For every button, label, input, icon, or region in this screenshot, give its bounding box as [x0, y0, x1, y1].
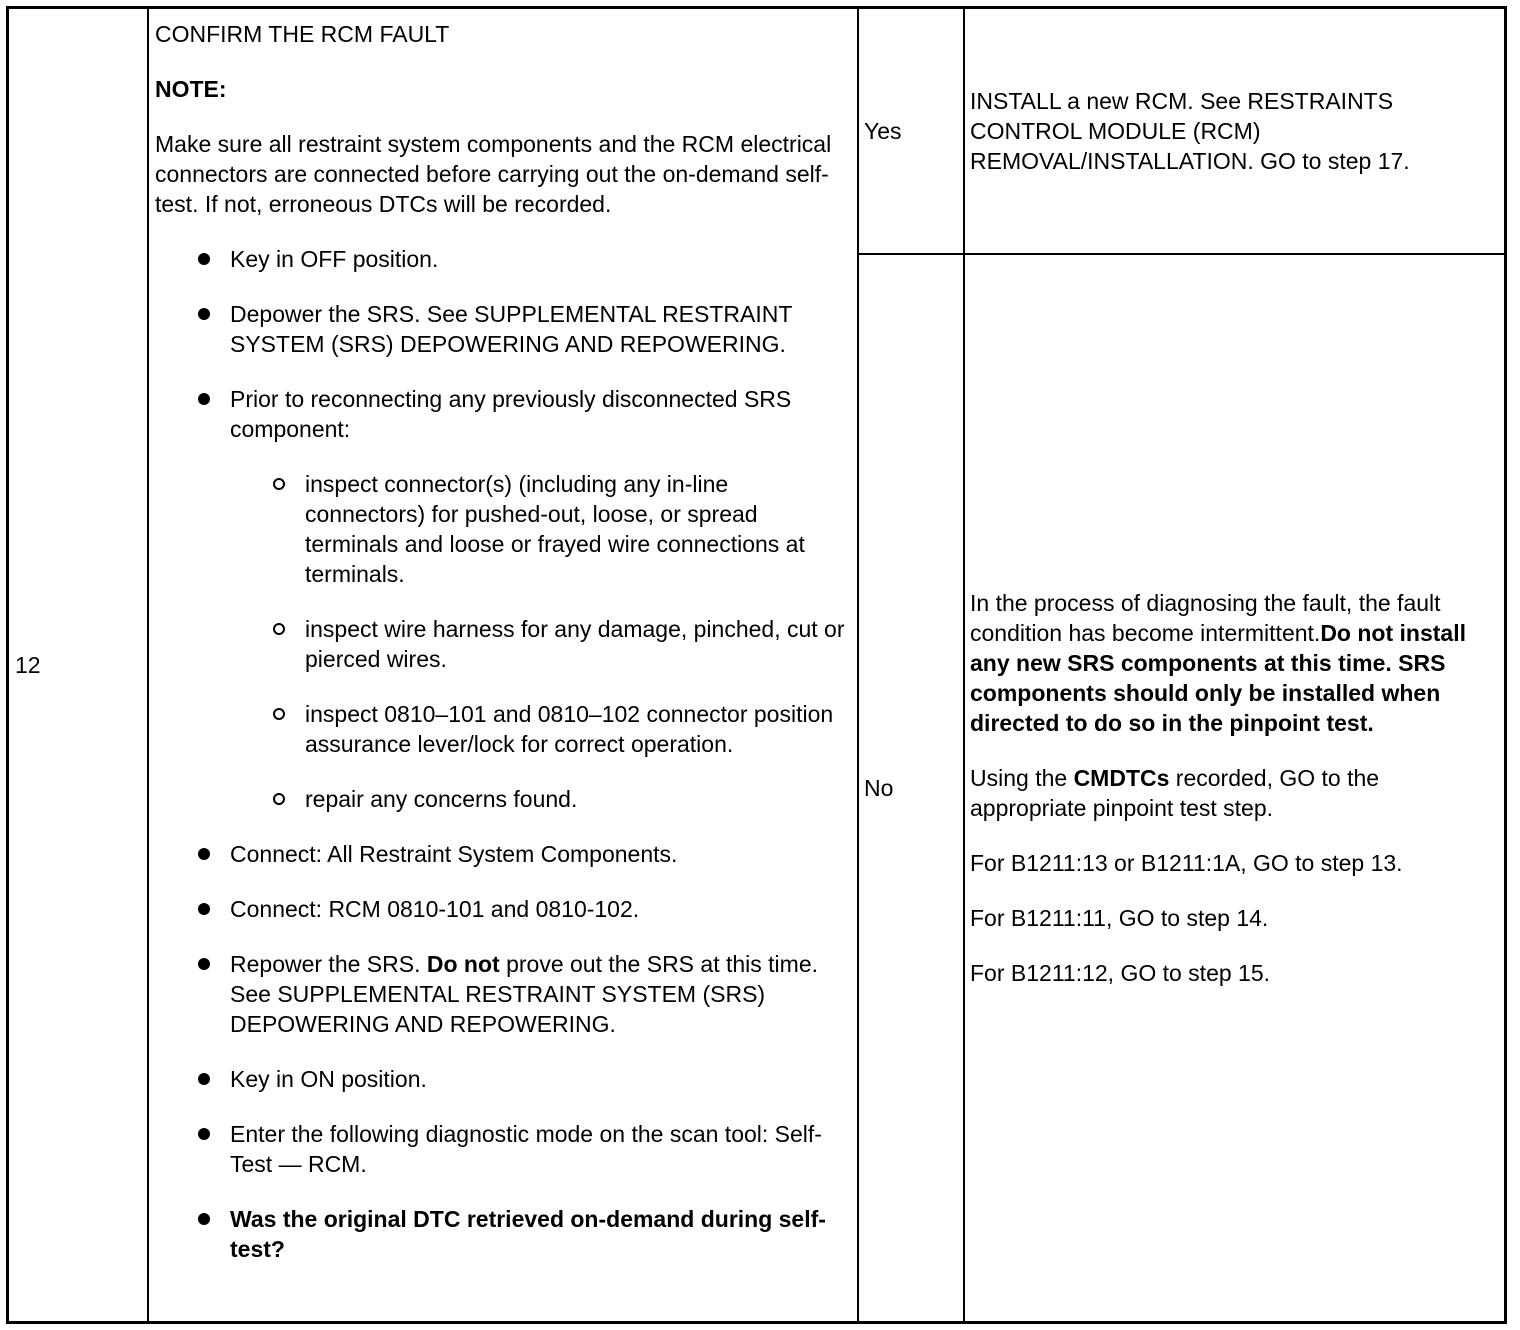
- intermittent-bold: Do not install any new SRS components at this time. SRS components should only be installed when directed to do so in the pinpoint test.: [970, 619, 1466, 736]
- question-text: Was the original DTC retrieved on-demand during self-test?: [230, 1206, 826, 1262]
- step-number: 12: [15, 652, 41, 678]
- yes-answer-cell: [858, 8, 964, 254]
- note-label: NOTE:: [155, 76, 227, 102]
- no-para-step15: For B1211:12, GO to step 15.: [970, 959, 1271, 986]
- bullet-connect-all: Connect: All Restraint System Components.: [155, 839, 849, 869]
- no-answer-cell: [858, 254, 964, 1323]
- procedure-title: CONFIRM THE RCM FAULT: [155, 21, 450, 47]
- no-action-cell: [964, 254, 1506, 1323]
- procedure-bullet-list: [155, 244, 849, 1264]
- repower-pre: Repower the SRS.: [230, 951, 421, 977]
- bullet-enter-mode: Enter the following diagnostic mode on the scan tool: Self-Test — RCM.: [155, 1119, 849, 1179]
- no-answer: No: [864, 774, 894, 801]
- yes-action-cell: [964, 8, 1506, 254]
- sub-item-inspect-cpa: inspect 0810–101 and 0810–102 connector position assurance lever/lock for correct operation.: [305, 699, 849, 759]
- diagnostic-step-table: [6, 6, 1507, 1324]
- yes-answer: Yes: [864, 117, 902, 144]
- yes-action-text: INSTALL a new RCM. See RESTRAINTS CONTROL MODULE (RCM) REMOVAL/INSTALLATION. GO to step 17.: [970, 87, 1410, 174]
- step-number-cell: [8, 8, 149, 1323]
- no-para-cmdtcs: [970, 763, 1490, 823]
- sub-item-repair: repair any concerns found.: [305, 784, 849, 814]
- no-para-intermittent: [970, 588, 1490, 738]
- bullet-key-on: Key in ON position.: [155, 1064, 849, 1094]
- bullet-depower: Depower the SRS. See SUPPLEMENTAL RESTRAINT SYSTEM (SRS) DEPOWERING AND REPOWERING.: [155, 299, 849, 359]
- yes-row: [8, 8, 1506, 254]
- cmdtcs-pre: Using the: [970, 764, 1068, 791]
- inspection-sub-list: [230, 469, 849, 814]
- procedure-cell: [148, 8, 858, 1323]
- cmdtcs-bold: CMDTCs: [1073, 764, 1170, 791]
- sub-item-inspect-harness: inspect wire harness for any damage, pinched, cut or pierced wires.: [305, 614, 849, 674]
- no-para-step14: For B1211:11, GO to step 14.: [970, 904, 1269, 931]
- cmdtcs-post: recorded, GO to the appropriate pinpoint test step.: [970, 764, 1380, 821]
- intermittent-normal: In the process of diagnosing the fault, the fault condition has become intermittent.: [970, 589, 1441, 646]
- bullet-prior: [155, 384, 849, 814]
- bullet-repower: [155, 949, 849, 1039]
- bullet-connect-rcm: Connect: RCM 0810-101 and 0810-102.: [155, 894, 849, 924]
- bullet-question: [155, 1204, 849, 1264]
- note-text: Make sure all restraint system components and the RCM electrical connectors are connected before carrying out the on-demand self-test. If not, erroneous DTCs will be recorded.: [155, 131, 832, 217]
- no-para-step13: For B1211:13 or B1211:1A, GO to step 13.: [970, 849, 1403, 876]
- bullet-key-off: Key in OFF position.: [155, 244, 849, 274]
- repower-bold: Do not: [426, 951, 500, 977]
- bullet-prior-text: Prior to reconnecting any previously disconnected SRS component:: [230, 386, 792, 442]
- repower-post: prove out the SRS at this time. See SUPPLEMENTAL RESTRAINT SYSTEM (SRS) DEPOWERING AND REPOWERING.: [230, 951, 819, 1037]
- sub-item-inspect-connectors: inspect connector(s) (including any in-line connectors) for pushed-out, loose, or spread terminals and loose or frayed wire connections at terminals.: [305, 469, 849, 589]
